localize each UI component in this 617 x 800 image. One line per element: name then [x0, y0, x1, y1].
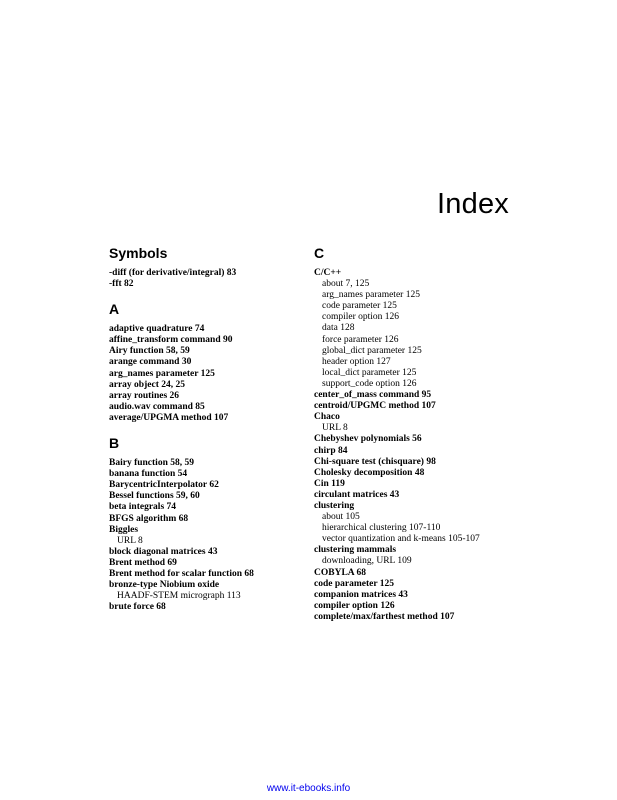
index-subentry: about 105: [322, 512, 360, 523]
index-entry: companion matrices 43: [314, 589, 408, 600]
index-subentry: global_dict parameter 125: [322, 345, 422, 356]
index-entry: chirp 84: [314, 445, 348, 456]
index-entry: center_of_mass command 95: [314, 390, 432, 401]
index-subentry: downloading, URL 109: [322, 556, 412, 567]
index-subentry: vector quantization and k-means 105-107: [322, 534, 480, 545]
index-entry: beta integrals 74: [109, 502, 177, 513]
index-subentry: support_code option 126: [322, 378, 417, 389]
index-entry: Airy function 58, 59: [109, 346, 190, 357]
index-subentry: force parameter 126: [322, 334, 399, 345]
index-entry: Brent method for scalar function 68: [109, 568, 254, 579]
index-entry: -fft 82: [109, 279, 134, 290]
index-entry: array routines 26: [109, 390, 180, 401]
index-entry: clustering: [314, 500, 355, 511]
index-subentry: compiler option 126: [322, 312, 400, 323]
index-entry: bronze-type Niobium oxide: [109, 580, 220, 591]
index-entry: arg_names parameter 125: [109, 368, 215, 379]
index-column-left: [109, 244, 309, 613]
index-entry: arange command 30: [109, 357, 192, 368]
index-entry: clustering mammals: [314, 545, 397, 556]
index-entry: Biggles: [109, 524, 139, 535]
index-entry: audio.wav command 85: [109, 401, 205, 412]
index-entry: Bessel functions 59, 60: [109, 491, 200, 502]
page-title: Index: [437, 188, 509, 220]
index-entry: banana function 54: [109, 469, 188, 480]
index-entry: BarycentricInterpolator 62: [109, 480, 219, 491]
index-entry: Chebyshev polynomials 56: [314, 434, 422, 445]
index-entry: brute force 68: [109, 602, 166, 613]
section-heading: C: [314, 245, 325, 261]
index-subentry: about 7, 125: [322, 279, 370, 290]
index-subentry: HAADF-STEM micrograph 113: [117, 591, 241, 602]
index-column-right: [314, 244, 524, 623]
index-entry: block diagonal matrices 43: [109, 546, 218, 557]
index-entry: circulant matrices 43: [314, 489, 400, 500]
index-entry: code parameter 125: [314, 578, 395, 589]
index-entry: Cin 119: [314, 478, 345, 489]
index-subentry: URL 8: [117, 535, 143, 546]
index-subentry: header option 127: [322, 356, 391, 367]
index-entry: Brent method 69: [109, 557, 177, 568]
index-entry: COBYLA 68: [314, 567, 366, 578]
section-heading: A: [109, 301, 120, 318]
index-entry: -diff (for derivative/integral) 83: [109, 268, 237, 278]
footer-link[interactable]: www.it-ebooks.info: [266, 783, 351, 794]
index-entry: adaptive quadrature 74: [109, 324, 205, 335]
index-section: [109, 244, 309, 290]
index-entry: centroid/UPGMC method 107: [314, 401, 436, 412]
index-entry: BFGS algorithm 68: [109, 513, 189, 524]
index-entry: Cholesky decomposition 48: [314, 467, 425, 478]
index-subentry: local_dict parameter 125: [322, 367, 417, 378]
index-subentry: hierarchical clustering 107-110: [322, 523, 441, 534]
index-entry: affine_transform command 90: [109, 335, 233, 346]
index-section: [109, 300, 309, 424]
index-subentry: arg_names parameter 125: [322, 290, 420, 301]
index-entry: Bairy function 58, 59: [109, 458, 194, 469]
index-section: [314, 244, 524, 623]
index-entry: array object 24, 25: [109, 379, 185, 390]
index-entry: Chaco: [314, 412, 340, 423]
section-heading: Symbols: [109, 245, 168, 261]
section-heading: B: [109, 435, 120, 452]
index-subentry: code parameter 125: [322, 301, 397, 312]
index-entry: average/UPGMA method 107: [109, 412, 229, 423]
index-entry: C/C++: [314, 268, 342, 278]
index-entry: compiler option 126: [314, 600, 395, 611]
index-subentry: URL 8: [322, 423, 348, 434]
index-entry: complete/max/farthest method 107: [314, 611, 455, 622]
index-subentry: data 128: [322, 323, 355, 334]
index-section: [109, 434, 309, 613]
index-entry: Chi-square test (chisquare) 98: [314, 456, 436, 467]
